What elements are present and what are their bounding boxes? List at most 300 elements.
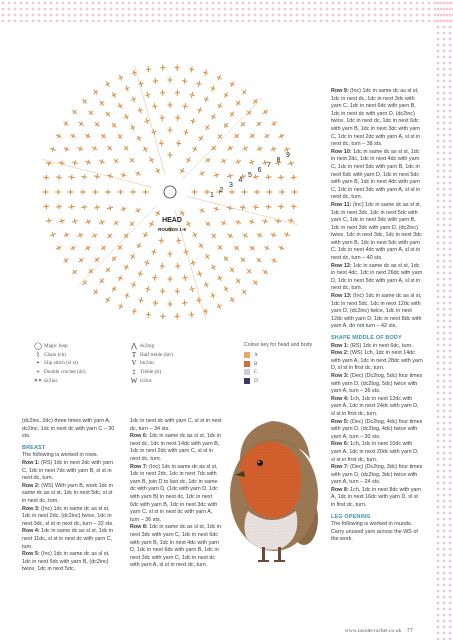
colour-swatch-d xyxy=(244,378,250,384)
leg-opening-text: The following is worked in rounds. Carry unused yarn across the WS of the work. xyxy=(331,521,418,543)
stitch-mark xyxy=(189,311,195,318)
stitch-mark xyxy=(242,190,248,195)
tr2inc-icon: W xyxy=(130,376,138,385)
increase-spoke xyxy=(187,196,297,224)
stitch-mark xyxy=(124,85,131,92)
stitch-mark xyxy=(175,90,180,96)
colour-key-row xyxy=(244,377,312,386)
stitch-mark xyxy=(185,156,192,164)
stitch-mark xyxy=(204,253,211,261)
stitch-mark xyxy=(220,219,228,226)
instruction-row: Row 6: 1ch, 1dc in next 10dc with yarn A, 1dc in next 20dc with yarn D, sl st in first dc, turn. xyxy=(331,441,419,463)
stitch-mark xyxy=(99,132,107,140)
instruction-row: Row 7: (Inc) 1dc in same dc as sl st, 1dc in next 2dc, 1dc in next 7dc with yarn B, join D to last dc, 1dc in same dc with yarn D, (1dc with yarn D, 1dc with yarn B) in next dc, 1dc in next 6dc with yarn B, 1dc in next 3dc with yarn C, sl st in next dc with yarn A, turn – 36 sts. xyxy=(130,463,218,523)
stitch-mark xyxy=(213,206,220,213)
key-label: Magic loop xyxy=(44,343,68,350)
increase-spoke xyxy=(134,65,165,175)
increase-spoke xyxy=(183,98,263,180)
key-row xyxy=(128,368,173,377)
stitch-mark xyxy=(226,173,233,179)
key-label: htr2inc xyxy=(140,360,155,367)
round-number-label: 9 xyxy=(286,152,290,159)
stitch-mark xyxy=(222,285,229,293)
stitch-mark xyxy=(210,144,218,152)
increase-spoke xyxy=(78,205,158,287)
stitch-mark xyxy=(168,301,173,307)
instruction-row: Row 3: (Inc) 1dc in same dc as sl st, 1dc in next 2dc, (dc2inc) twice, 1dc in next 3dc, sl st in next dc, turn – 32 sts. xyxy=(22,505,114,527)
stitch-mark xyxy=(71,268,79,276)
stitch-mark xyxy=(137,107,144,114)
stitch-mark xyxy=(191,231,198,239)
stitch-mark xyxy=(226,144,234,152)
stitch-mark xyxy=(68,174,75,180)
stitch-mark xyxy=(159,263,165,269)
stitch-mark xyxy=(81,98,89,106)
round-number-label: 2 xyxy=(219,187,224,194)
stitch-mark xyxy=(110,255,118,263)
colour-swatch-c xyxy=(244,369,250,375)
stitch-mark xyxy=(143,190,149,195)
htr2inc-icon: V xyxy=(131,359,137,368)
stitch-mark xyxy=(112,157,120,164)
stitch-mark xyxy=(278,175,285,181)
stitch-mark xyxy=(176,140,182,147)
colour-key-title: Colour key for head and body xyxy=(244,342,313,348)
colour-key-label: A xyxy=(254,352,258,359)
stitch-mark xyxy=(84,244,92,252)
dc2inc-icon: ✕✕ xyxy=(33,378,43,384)
round-number-label: 3 xyxy=(229,182,233,189)
stitch-mark xyxy=(290,175,297,181)
key-row xyxy=(32,359,85,368)
stitch-mark xyxy=(168,102,173,108)
stitch-mark xyxy=(182,103,188,110)
stitch-mark xyxy=(154,167,161,175)
colour-key-row xyxy=(244,351,312,360)
stitch-mark xyxy=(116,243,124,251)
round-number-label: 4 xyxy=(238,177,243,184)
stitch-mark xyxy=(179,209,186,217)
instruction-row: Row 11: (Inc) 1dc in same dc as sl st, 1dc in next 3dc, 1dc in next 5dc with yarn C, 1dc in next 3dc with yarn B, 1dc in next 3dc with yarn D, (dc2inc) twice, 1dc in next 3dc, 1dc in next 3dc with yarn B, 1dc in next 5dc with yarn C, 1dc in next 4dc with yarn A, sl st in next dc, turn – 40 sts. xyxy=(331,201,422,262)
stitch-mark xyxy=(198,207,206,214)
key-row xyxy=(32,368,85,377)
stitch-mark xyxy=(128,220,136,228)
round-number-label: 6 xyxy=(257,167,262,174)
stitch-mark xyxy=(63,231,70,238)
instruction-row: Row 2: (WS) 1ch, 1dc in next 14dc with yarn A, 1dc in next 28dc with yarn D, sl st in first dc, turn. xyxy=(331,350,423,372)
round-number-label: 1 xyxy=(210,192,214,199)
stitch-mark xyxy=(182,274,188,281)
stitch-mark xyxy=(137,270,144,277)
stitch-mark xyxy=(279,190,285,195)
key-label: dc2inc xyxy=(44,377,58,384)
stitch-mark xyxy=(202,69,209,76)
stitch-mark xyxy=(248,218,255,225)
stitch-mark xyxy=(216,133,224,141)
stitch-mark xyxy=(87,109,95,117)
stitch-mark xyxy=(55,190,61,195)
stitch-mark xyxy=(252,279,260,287)
half-treble-icon: T xyxy=(131,350,137,359)
key-row xyxy=(128,351,173,360)
text-column-3 xyxy=(331,88,423,544)
colour-swatch-a xyxy=(244,352,250,358)
instruction-row: Row 3: (Dec) (Dc2tog, 5dc) four times with yarn D, (dc2tog, 5dc) twice with yarn A, turn – 36 sts. xyxy=(331,372,423,395)
stitch-mark xyxy=(117,74,124,81)
footer-url: www.insidecrochet.co.uk xyxy=(344,628,402,634)
double-crochet-icon: + xyxy=(36,368,40,377)
robin-photo xyxy=(222,407,330,567)
round-number-label: 5 xyxy=(248,172,252,179)
stitch-mark xyxy=(129,253,136,261)
stitch-mark xyxy=(122,232,130,240)
text-column-1 xyxy=(22,418,116,574)
stitch-mark xyxy=(134,170,142,177)
stitch-mark xyxy=(80,190,86,195)
stitch-mark xyxy=(216,74,223,81)
stitch-mark xyxy=(222,121,230,129)
key-label: tr2inc xyxy=(140,377,153,384)
stitch-mark xyxy=(77,256,85,264)
stitch-mark xyxy=(182,300,188,307)
stitch-mark xyxy=(104,110,112,118)
stitch-mark xyxy=(145,286,151,293)
stitch-mark xyxy=(160,288,165,294)
stitch-mark xyxy=(277,244,285,251)
colour-key-row xyxy=(244,368,312,377)
stitch-mark xyxy=(56,204,63,210)
stitch-mark xyxy=(77,145,85,152)
stitch-mark xyxy=(93,120,101,128)
stitch-mark xyxy=(196,270,203,277)
stitch-mark xyxy=(117,274,124,282)
stitch-mark xyxy=(213,172,220,179)
stitch-mark xyxy=(71,159,78,166)
stitch-mark xyxy=(92,288,100,296)
stitch-mark xyxy=(189,92,195,99)
instruction-row: Row 2: (WS) With yarn B, work 1dc in same dc as sl st, 1dc in next 5dc, sl st in next dc, turn. xyxy=(22,482,114,504)
stitch-mark xyxy=(62,257,70,264)
stitch-mark xyxy=(93,256,101,264)
stitch-mark xyxy=(110,91,117,99)
stitch-mark xyxy=(189,286,195,293)
stitch-mark xyxy=(216,274,223,282)
stitch-mark xyxy=(192,190,198,195)
stitch-mark xyxy=(81,279,89,287)
slip-stitch-icon: • xyxy=(36,359,40,368)
stitch-mark xyxy=(197,134,204,142)
stitch-mark xyxy=(56,175,63,181)
increase-spoke xyxy=(42,159,152,187)
stitch-mark xyxy=(43,204,50,210)
stitch-mark xyxy=(62,120,70,127)
stitch-mark xyxy=(148,156,155,164)
stitch-mark xyxy=(175,288,180,294)
instruction-row: Row 4: 1ch, 1dc in next 12dc with yarn A, 1dc in next 24dc with yarn D, sl st in first dc, turn. xyxy=(331,395,419,417)
instruction-row: Row 1: (RS) 1dc in next 6dc, turn. xyxy=(331,342,413,349)
stitch-mark xyxy=(49,231,56,238)
instruction-row: Row 9: (Inc) 1dc in same dc as sl st, 1dc in next dc, 1dc in next 3dc with yarn C, 1dc in next 6dc with yarn B, 1dc in next dc with yarn D, (dc2inc) twice, 1dc in next dc, 1dc in next 6dc with yarn B, 1dc in next 3dc with yarn C, 1dc in next 2dc with yarn A, sl st in next dc, turn – 38 sts. xyxy=(331,88,421,148)
stitch-mark xyxy=(189,66,195,73)
stitch-key-right xyxy=(128,342,173,385)
stitch-mark xyxy=(209,292,216,299)
stitch-mark xyxy=(216,303,223,310)
stitch-mark xyxy=(85,159,92,166)
stitch-mark xyxy=(239,256,247,264)
key-row xyxy=(128,359,173,368)
stitch-mark xyxy=(241,232,249,239)
stitch-mark xyxy=(129,124,136,132)
stitch-mark xyxy=(270,120,278,127)
stitch-mark xyxy=(81,204,88,210)
stitch-mark xyxy=(234,158,242,165)
stitch-mark xyxy=(98,277,106,285)
stitch-mark xyxy=(229,80,236,88)
magic-loop-mark xyxy=(164,186,176,198)
stitch-mark xyxy=(145,92,151,99)
stitch-mark xyxy=(122,144,130,152)
stitch-mark xyxy=(55,244,63,251)
stitch-mark xyxy=(245,267,253,275)
stitch-mark xyxy=(278,204,285,210)
stitch-mark xyxy=(168,152,173,158)
instruction-row: Row 6: 1dc in same dc as sl st, 1dc in next dc, 1dc in next 14dc with yarn B, 1dc in next 2dc with yarn C, sl st in next dc, turn. xyxy=(130,433,222,462)
stitch-mark xyxy=(130,190,136,195)
magic-loop-icon: ◯ xyxy=(34,342,42,351)
stitch-mark xyxy=(288,160,295,166)
stitch-mark xyxy=(71,108,79,116)
diagram-title: HEAD xyxy=(162,217,182,224)
breast-intro: The following is worked in rows. xyxy=(22,452,99,459)
stitch-mark xyxy=(175,313,180,319)
stitch-mark xyxy=(145,66,151,73)
leg-opening-heading: LEG OPENING xyxy=(331,513,371,520)
stitch-mark xyxy=(117,102,124,110)
stitch-mark xyxy=(229,190,235,195)
polka-dot-border-top xyxy=(0,0,453,22)
stitch-mark xyxy=(130,96,137,103)
stitch-mark xyxy=(118,190,124,195)
stitch-mark xyxy=(252,98,260,106)
stitch-mark xyxy=(175,115,181,121)
stitch-mark xyxy=(248,159,255,166)
instruction-row: Row 5: (Dec) (Dc2tog, 4dc) four times with yarn D, (dc2tog, 4dc) twice with yarn A, turn – 30 sts. xyxy=(331,418,423,440)
polka-dot-border-right xyxy=(435,0,453,640)
stitch-mark xyxy=(168,77,173,83)
stitch-mark xyxy=(120,172,127,179)
stitch-mark xyxy=(196,80,202,87)
stitch-mark xyxy=(160,90,165,96)
stitch-mark xyxy=(116,133,124,141)
stitch-mark xyxy=(222,91,229,99)
stitch-mark xyxy=(123,263,130,271)
stitch-mark xyxy=(106,144,114,152)
stitch-mark xyxy=(55,133,63,140)
stitch-mark xyxy=(182,78,188,85)
stitch-mark xyxy=(191,145,198,153)
stitch-mark xyxy=(190,117,197,124)
stitch-mark xyxy=(142,145,149,153)
stitch-mark xyxy=(265,174,272,180)
stitch-mark xyxy=(99,244,107,252)
stitch-mark xyxy=(248,132,256,140)
head-crochet-diagram xyxy=(20,62,320,362)
stitch-mark xyxy=(255,120,263,128)
stitch-mark xyxy=(220,157,228,164)
instruction-row: Row 10: 1dc in same dc as sl st, 1dc in next 2dc, 1dc in next 4dc with yarn C, 1dc in next 5dc with yarn B, 1dc in next 6dc with yarn D, 1dc in next 5dc with yarn B, 1dc in next 4dc with yarn C, 1dc in next 3dc with yarn A, sl st in next dc, turn. xyxy=(331,148,421,201)
instruction-row: Row 5: (Inc) 1dc in same dc as sl st, 1dc in next 5dc with yarn B, (dc2inc) twice, 1dc in next 5dc, xyxy=(22,551,110,573)
stitch-mark xyxy=(233,132,241,140)
stitch-mark xyxy=(94,173,101,179)
stitch-mark xyxy=(98,99,106,107)
stitch-mark xyxy=(159,115,165,121)
stitch-mark xyxy=(107,205,114,211)
stitch-mark xyxy=(168,276,173,282)
stitch-mark xyxy=(197,242,204,250)
stitch-mark xyxy=(94,204,101,210)
key-label: Half treble (htr) xyxy=(140,351,173,358)
stitch-mark xyxy=(104,266,112,274)
stitch-mark xyxy=(81,174,88,180)
stitch-mark xyxy=(234,219,242,226)
stitch-mark xyxy=(270,257,278,264)
stitch-mark xyxy=(110,121,118,129)
stitch-mark xyxy=(261,218,268,225)
stitch-mark xyxy=(245,109,253,117)
stitch-mark xyxy=(175,65,180,71)
stitch-mark xyxy=(226,232,234,240)
stitch-mark xyxy=(168,251,173,257)
stitch-mark xyxy=(210,113,217,121)
colour-key-row xyxy=(244,360,312,369)
colour-key-label: C xyxy=(254,369,258,376)
stitch-mark xyxy=(228,110,236,118)
stitch-mark xyxy=(106,232,114,240)
stitch-mark xyxy=(120,206,127,213)
shape-middle-heading: SHAPE MIDDLE OF BODY xyxy=(331,335,402,341)
stitch-mark xyxy=(175,263,181,269)
col1-intro: (dc2inc, 2dc) three times with yarn A, dc2inc, 1dc in next dc with yarn C – 30 sts. xyxy=(22,418,115,440)
stitch-mark xyxy=(151,248,157,255)
stitch-mark xyxy=(252,204,259,210)
stitch-mark xyxy=(261,268,269,276)
stitch-mark xyxy=(134,207,142,214)
stitch-mark xyxy=(179,167,186,175)
colour-key xyxy=(244,342,312,385)
stitch-mark xyxy=(77,120,85,128)
instruction-row: Row 8: 1dc in same dc as sl st, 1dc in next 3dc with yarn C, 1dc in next 6dc with yarn B, 1dc in next 4dc with yarn D, 1dc in next 6dc with yarn B, 1dc in next 3dc with yarn C, 1dc in next dc with yarn A, sl st in next dc, turn. xyxy=(130,524,222,569)
increase-spoke xyxy=(175,209,206,319)
stitch-mark xyxy=(158,140,164,147)
colour-key-label: B xyxy=(254,360,258,367)
instruction-row: Row 12: 1dc in same dc as sl st, 1dc in next 4dc, 1dc in next 26dc with yarn D, 1dc in next 5dc with yarn A, sl st in next dc, turn. xyxy=(331,262,423,292)
stitch-mark xyxy=(270,146,277,153)
stitch-mark xyxy=(203,96,210,103)
stitch-mark xyxy=(210,263,217,271)
chain-icon: ⌇ xyxy=(36,350,40,359)
stitch-mark xyxy=(267,190,273,195)
stitch-mark xyxy=(256,232,264,239)
stitch-mark xyxy=(92,88,100,96)
stitch-mark xyxy=(135,242,142,250)
stitch-mark xyxy=(131,308,138,315)
stitch-mark xyxy=(239,120,247,128)
stitch-mark xyxy=(256,145,264,152)
stitch-mark xyxy=(233,244,241,252)
stitch-mark xyxy=(283,231,290,238)
key-label: Chain (ch) xyxy=(44,351,67,358)
stitch-mark xyxy=(45,218,52,224)
stitch-mark xyxy=(85,218,92,225)
stitch-mark xyxy=(252,174,259,180)
page-footer xyxy=(345,628,413,634)
stitch-mark xyxy=(160,313,165,319)
stitch-mark xyxy=(153,78,159,85)
stitch-mark xyxy=(138,297,144,304)
stitch-mark xyxy=(154,209,161,217)
stitch-mark xyxy=(229,296,236,304)
stitch-mark xyxy=(241,88,249,96)
stitch-mark xyxy=(176,237,182,244)
stitch-mark xyxy=(292,190,298,195)
stitch-mark xyxy=(248,244,256,252)
key-row xyxy=(32,351,85,360)
stitch-mark xyxy=(239,204,246,210)
stitch-mark xyxy=(261,108,269,116)
stitch-mark xyxy=(254,190,260,195)
stitch-mark xyxy=(91,145,99,152)
diagram-subtitle: ROUNDS 1-9 xyxy=(158,227,186,232)
stitch-key-left xyxy=(32,342,85,385)
stitch-mark xyxy=(168,127,173,133)
stitch-mark xyxy=(43,190,49,195)
stitch-mark xyxy=(234,99,242,107)
stitch-mark xyxy=(216,243,224,251)
stitch-mark xyxy=(43,175,50,181)
stitch-mark xyxy=(152,274,158,281)
stitch-mark xyxy=(110,285,117,293)
stitch-mark xyxy=(241,145,249,152)
stitch-mark xyxy=(148,220,155,228)
stitch-mark xyxy=(93,190,99,195)
stitch-mark xyxy=(84,132,92,140)
instruction-row: Row 1: (RS) 1dc in next 2dc with yarn C, 1dc in next 7dc with yarn B, sl st in next dc, turn. xyxy=(22,459,114,482)
stitch-mark xyxy=(204,220,212,228)
stitch-mark xyxy=(210,232,218,240)
stitch-mark xyxy=(112,219,120,226)
colour-key-label: D xyxy=(254,378,258,385)
stitch-mark xyxy=(69,132,77,139)
round-number-label: 8 xyxy=(276,157,281,164)
key-row xyxy=(128,342,173,351)
stitch-mark xyxy=(160,65,165,71)
stitch-mark xyxy=(130,281,137,288)
stitch-mark xyxy=(228,266,236,274)
stitch-mark xyxy=(153,300,159,307)
stitch-mark xyxy=(241,288,249,296)
stitch-mark xyxy=(58,218,65,224)
stitch-mark xyxy=(135,134,142,142)
stitch-mark xyxy=(277,133,285,140)
col2-intro: 1dc in next dc with yarn C, sl st in next dc, turn – 34 sts. xyxy=(130,418,222,432)
stitch-mark xyxy=(222,255,230,263)
stitch-mark xyxy=(87,267,95,275)
stitch-mark xyxy=(68,190,74,195)
stitch-mark xyxy=(117,303,124,310)
stitch-mark xyxy=(203,281,210,288)
instruction-row: Row 8: 1ch, 1dc in next 8dc with yarn A, 1dc in next 16dc with yarn D, sl st in first dc, turn. xyxy=(331,486,422,509)
stitch-mark xyxy=(105,190,111,195)
